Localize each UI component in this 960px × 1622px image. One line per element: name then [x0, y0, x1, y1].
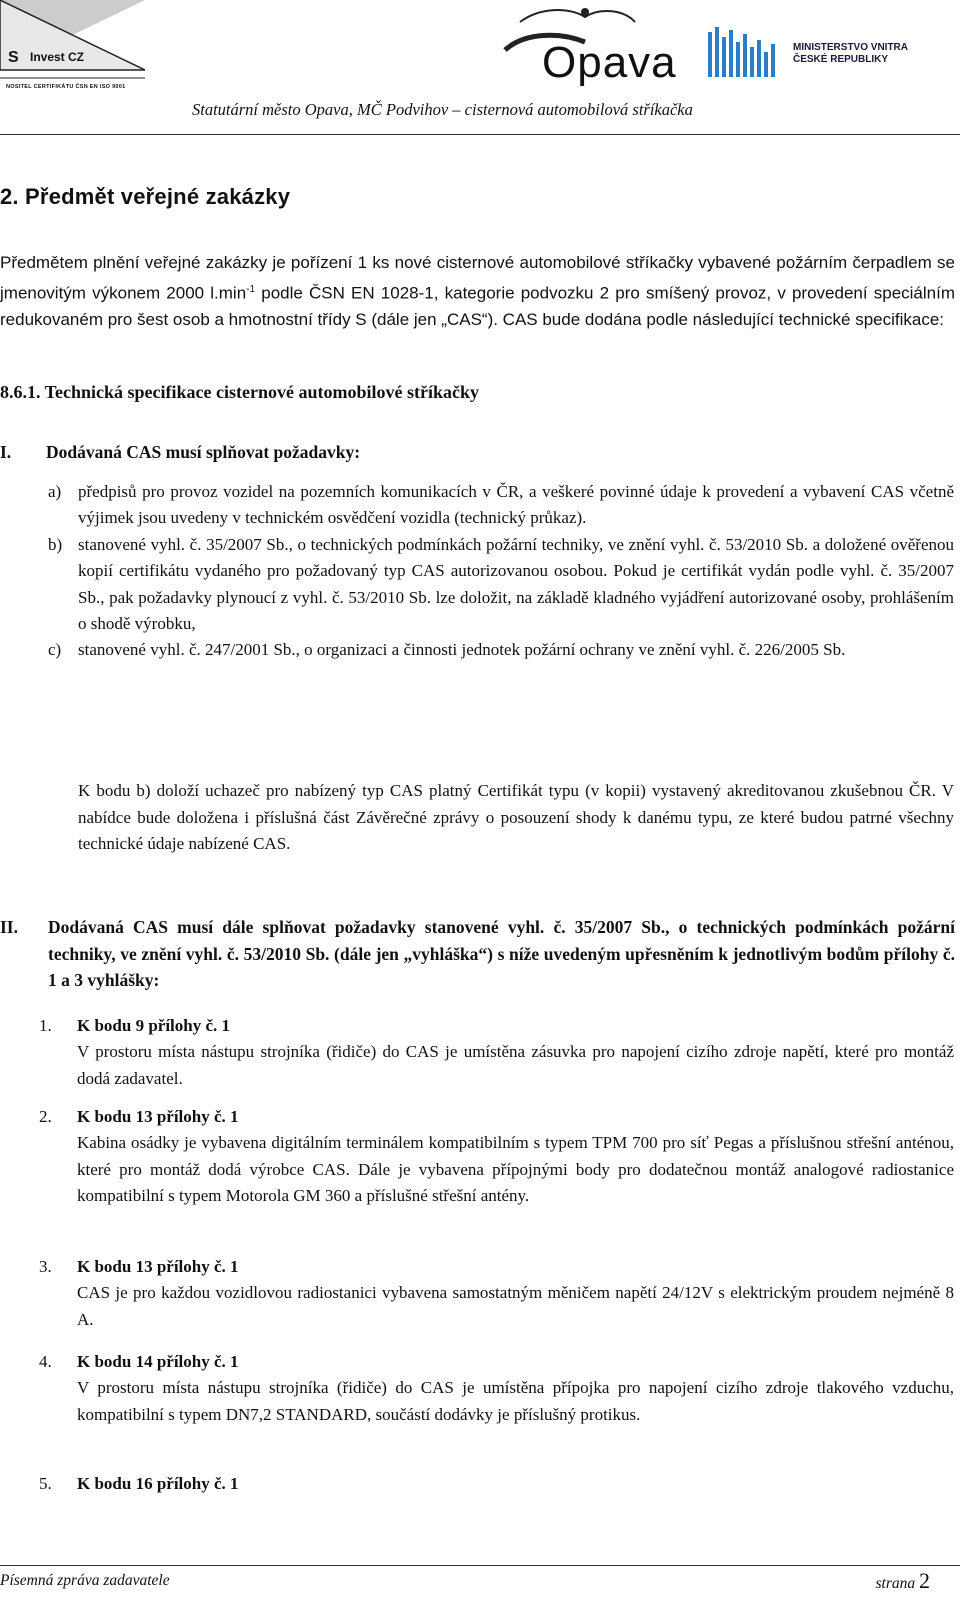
header-title: Statutární město Opava, MČ Podvihov – cisternová automobilová stříkačka [192, 100, 693, 119]
subheading: 8.6.1. Technická specifikace cisternové automobilové stříkačky [0, 382, 479, 402]
ministry-logo-bars [708, 22, 788, 82]
invest-logo-cert: NOSITEL CERTIFIKÁTU ČSN EN ISO 9001 [6, 84, 126, 90]
header-rule [0, 134, 960, 135]
list-item [48, 637, 954, 663]
section-heading: 2. Předmět veřejné zakázky [0, 184, 291, 209]
numbered-item-head: K bodu 16 přílohy č. 1 [77, 1474, 239, 1493]
numbered-item-text: V prostoru místa nástupu strojníka (řidiče) do CAS je umístěna přípojka pro napojení cizího zdroje tlakového vzduchu, kompatibilní s typem DN7,2 STANDARD, součástí dodávky je příslušný protikus. [77, 1378, 954, 1424]
numbered-item-text: V prostoru místa nástupu strojníka (řidiče) do CAS je umístěna zásuvka pro napojení cizího zdroje napětí, které pro montáž dodá zadavatel. [77, 1042, 954, 1088]
invest-logo-name: Invest CZ [30, 50, 85, 64]
numbered-item [39, 1349, 954, 1428]
intro-sup: -1 [246, 283, 256, 295]
ministry-logo [708, 22, 958, 92]
intro-text-2: podle ČSN EN 1028-1, kategorie podvozku 2 pro smíšený provoz, v provedení speciálním redukovaném pro šest osob a hmotnostní třídy S (dále jen „CAS“). CAS bude dodána podle následující technické specifikace: [0, 283, 955, 329]
numbered-item-num: 2. [39, 1107, 52, 1126]
intro-paragraph [0, 250, 955, 333]
section-2-text: Dodávaná CAS musí dále splňovat požadavky stanovené vyhl. č. 35/2007 Sb., o technických podmínkách požární techniky, ve znění vyhl. č. 53/2010 Sb. (dále jen „vyhláška“) s níže uvedeným upřesněním k jednotlivým bodům přílohy č. 1 a 3 vyhlášky: [48, 917, 955, 990]
invest-logo-graphic [0, 0, 145, 95]
invest-cz-logo [0, 0, 145, 95]
section-1-list [48, 479, 954, 664]
list-item [48, 479, 954, 532]
numbered-item-num: 3. [39, 1257, 52, 1276]
list-item-label: c) [48, 640, 62, 660]
section-1-note: K bodu b) doloží uchazeč pro nabízený typ CAS platný Certifikát typu (v kopii) vystavený akreditovanou zkušebnou ČR. V nabídce bude doložena i příslušná část Závěrečné zprávy o posouzení shody k danému typu, ze které budou patrné všechny technické údaje nabízené CAS. [78, 781, 954, 854]
numbered-item-head: K bodu 9 přílohy č. 1 [77, 1016, 231, 1035]
opava-logo-text: Opava [542, 38, 677, 87]
section-2-title [0, 914, 955, 994]
page-number: 2 [919, 1568, 930, 1593]
numbered-item-head: K bodu 13 přílohy č. 1 [77, 1107, 239, 1126]
numbered-item-text: Kabina osádky je vybavena digitálním terminálem kompatibilním s typem TPM 700 pro síť Pegas a příslušnou střešní anténou, které pro montáž dodá výrobce CAS. Dále je vybavena přípojnými body pro dodatečnou montáž analogové radiostanice kompatibilní s typem Motorola GM 360 a příslušné střešní antény. [77, 1133, 954, 1206]
section-2-num: II. [0, 917, 18, 937]
section-1-text: Dodávaná CAS musí splňovat požadavky: [46, 442, 361, 462]
opava-logo [500, 2, 677, 90]
list-item-label: a) [48, 482, 62, 501]
ministry-logo-text: MINISTERSTVO VNITRA ČESKÉ REPUBLIKY [793, 42, 909, 65]
list-item [48, 532, 954, 638]
list-item-text: předpisů pro provoz vozidel na pozemních komunikacích v ČR, a veškeré povinné údaje k provedení a vybavení CAS včetně výjimek jsou uvedeny v technickém osvědčení vozidla (technický průkaz). [78, 482, 954, 528]
section-1-title [0, 442, 360, 463]
numbered-item [39, 1104, 954, 1210]
numbered-item [39, 1471, 954, 1497]
footer-rule [0, 1565, 960, 1566]
numbered-item-head: K bodu 14 přílohy č. 1 [77, 1352, 239, 1371]
page-label: strana [875, 1575, 916, 1592]
numbered-item-num: 1. [39, 1016, 52, 1035]
numbered-item [39, 1254, 954, 1333]
numbered-item-num: 5. [39, 1474, 52, 1493]
numbered-item-text: CAS je pro každou vozidlovou radiostanici vybavena samostatným měničem napětí 24/12V s elektrickým proudem nejméně 8 A. [77, 1283, 954, 1329]
intro-text-1: Předmětem plnění veřejné zakázky je pořízení 1 ks nové cisternové automobilové stříkačky vybavené požárním čerpadlem se jmenovitým výkonem 2000 l.min [0, 253, 955, 303]
svg-text:S: S [8, 49, 19, 66]
numbered-item [39, 1013, 954, 1092]
footer-left: Písemná zpráva zadavatele [0, 1572, 170, 1589]
numbered-item-num: 4. [39, 1352, 52, 1371]
list-item-text: stanovené vyhl. č. 35/2007 Sb., o technických podmínkách požární techniky, ve znění vyhl. č. 53/2010 Sb. a doložené ověřenou kopií certifikátu vydaného pro požadovaný typ CAS autorizovanou osobou. Pokud je certifikát vydán podle vyhl. č. 35/2007 Sb., pak požadavky plynoucí z vyhl. č. 53/2010 Sb. lze doložit, na základě kladného vyjádření autorizované osoby, prohlášením o shodě výrobku, [78, 534, 954, 634]
section-1-num: I. [0, 442, 12, 462]
footer-page [876, 1568, 931, 1594]
list-item-label: b) [48, 534, 63, 554]
numbered-item-head: K bodu 13 přílohy č. 1 [77, 1257, 239, 1276]
list-item-text: stanovené vyhl. č. 247/2001 Sb., o organizaci a činnosti jednotek požární ochrany ve znění vyhl. č. 226/2005 Sb. [78, 640, 846, 660]
